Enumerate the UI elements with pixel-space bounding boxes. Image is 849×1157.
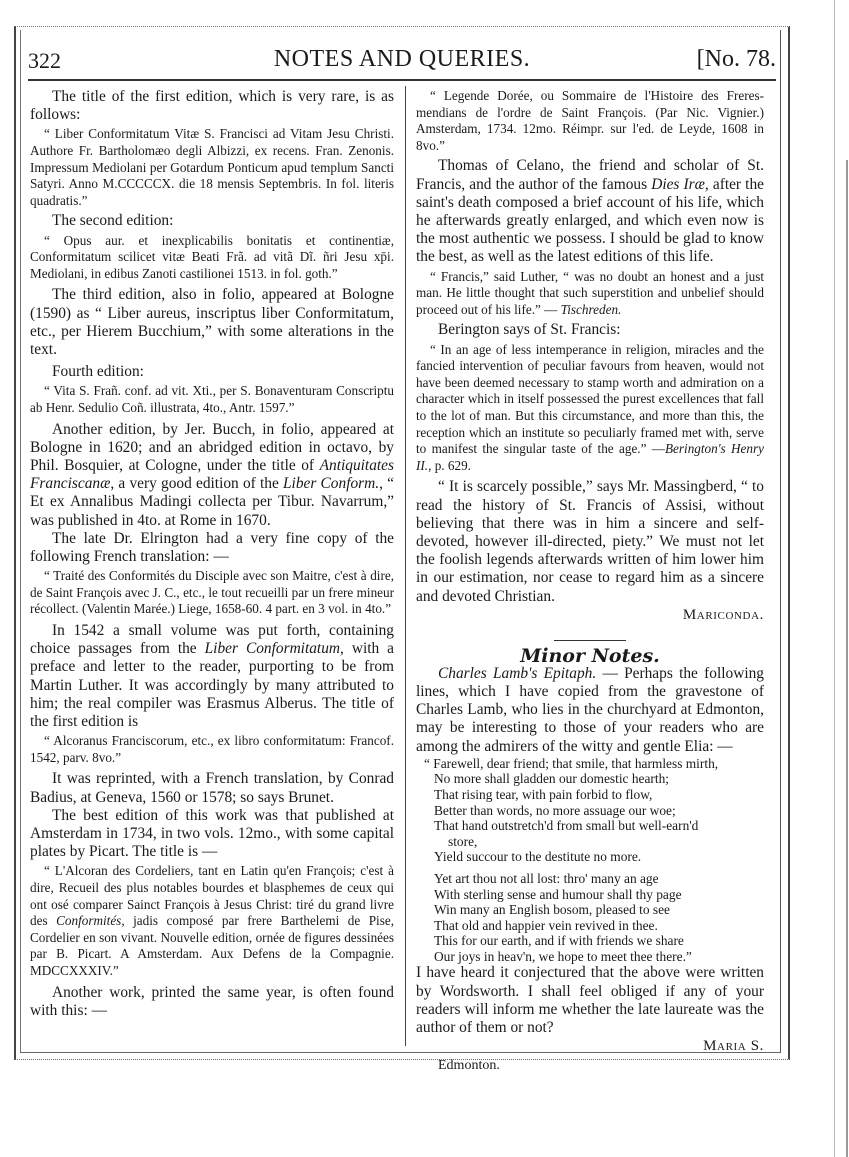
text-run: “ L'Alcoran des Cordeliers, tant en Latin qu'en François; c'est à dire, Recueil des plus notables bourdes et blasphemes de ceux qui ont osé comparer Sainct François à Jesus Christ: tiré du grand livre des [30, 863, 394, 929]
italic-title: Dies Iræ [651, 175, 705, 193]
right-column [416, 84, 764, 1075]
poem-line: Win many an English bosom, pleased to see [434, 902, 670, 918]
issue-number: [No. 78. [696, 46, 776, 72]
note-title: Charles Lamb's Epitaph. [438, 664, 597, 682]
left-column [30, 84, 394, 1020]
paragraph: The third edition, also in folio, appeared at Bologne (1590) as “ Liber aureus, inscriptus liber Conformitatum, etc., per Hierem Bucchium,” with some alterations in the text. [30, 286, 394, 358]
block-quote: “ Vita S. Frañ. conf. ad vit. Xti., per S. Bonaventuram Conscriptu ab Henr. Sedulio Coñ. illustrata, 4to., Antr. 1597.” [30, 383, 394, 415]
block-quote: “ Legende Dorée, ou Sommaire de l'Histoire des Freres-mendians de l'ordre de Saint François. (Par Nic. Vignier.) Amsterdam, 1734. 12mo. Réimpr. sur l'ed. de Leyde, 1608 in 8vo.” [416, 88, 764, 153]
text-run: — Perhaps the following lines, which I have copied from the gravestone of Charles Lamb, who lies in the churchyard at Edmonton, may be interesting to those of your readers who are among the admirers of the witty and gentle Elia: — [416, 664, 764, 755]
paragraph: The late Dr. Elrington had a very fine copy of the following French translation: — [30, 529, 394, 565]
poem-line: This for our earth, and if with friends we share [434, 933, 684, 949]
page-number: 322 [28, 48, 61, 73]
italic-title: Liber Conform. [282, 475, 380, 493]
poem-line: Yield succour to the destitute no more. [434, 849, 642, 865]
block-quote: “ Traité des Conformités du Disciple avec son Maitre, c'est à dire, de Saint François avec J. C., etc., le tout recueilli par un frere mineur récollect. (Valentin Marée.) Liege, 1658-60. 4 part. en 3 vol. in 4to.” [30, 568, 394, 617]
poem-line: That hand outstretch'd from small but well-earn'd [434, 818, 699, 834]
block-quote: “ Liber Conformitatum Vitæ S. Francisci ad Vitam Jesu Christi. Authore Fr. Bartholomæo degli Albizzi, ex recens. Fran. Zenonis. Impressum Mediolani per Gotardum Ponticum apud templum Sancti Satyri. Anno M.CCCCCX. die 18 mensis Septembris. In fol. literis quadratis.” [30, 126, 394, 208]
paragraph: The best edition of this work was that published at Amsterdam in 1734, in two vols. 12mo., with some capital plates by Picart. The title is — [30, 806, 394, 861]
header-rule [28, 79, 776, 81]
paragraph: The title of the first edition, which is very rare, is as follows: [30, 88, 394, 124]
paragraph: Fourth edition: [52, 363, 144, 381]
text-run: , with a preface and letter to the reader, purporting to be from Martin Luther. It was accordingly by many attributed to him; the real compiler was Erasmus Alberus. The title of the first edition is [30, 640, 394, 730]
paragraph [30, 421, 394, 530]
place-name: Edmonton. [438, 1058, 500, 1074]
italic-title: Antiquitates Franciscanæ [30, 456, 394, 493]
block-quote: “ Alcoranus Franciscorum, etc., ex libro conformitatum: Francof. 1542, parv. 8vo.” [30, 733, 394, 765]
poem-line: That old and happier vein revived in thee. [434, 917, 658, 933]
text-run: Another edition, by Jer. Bucch, in folio, appeared at Bologne in 1620; and an abridged edition in octavo, by Phil. Bosquier, at Cologne, under the title of [30, 420, 394, 474]
text-run: , jadis composé par frere Barthelemi de Pise, Cordelier en son vivant. Nouvelle edition, ornée de figures dessinées par B. Picart. A Amsterdam. Aux Defens de la Compagnie. MDCCXXXIV.” [30, 913, 394, 978]
block-quote [416, 342, 764, 475]
section-heading: Minor Notes. [520, 644, 660, 667]
section-rule [554, 640, 626, 641]
italic-title: Liber Conformitatum [204, 640, 341, 658]
poem-line: “ Farewell, dear friend; that smile, that harmless mirth, [424, 755, 719, 771]
paragraph: Berington says of St. Francis: [438, 321, 621, 339]
signature: Mariconda. [682, 606, 764, 623]
paragraph: I have heard it conjectured that the above were written by Wordsworth. I shall feel obliged if any of your readers will inform me whether the late laureate was the author of them or not? [416, 964, 764, 1037]
paragraph: It was reprinted, with a French translation, by Conrad Badius, at Geneva, 1560 or 1578; so says Brunet. [30, 770, 394, 806]
block-quote: “ Opus aur. et inexplicabilis bonitatis et continentiæ, Conformitatum scilicet vitæ Beati Frã. ad vitã Dĩ. ñri Jesu xp̄i. Mediolani, in edibus Zanoti castilionei 1513. in fol. goth.” [30, 232, 394, 281]
text-run: , a very good edition of the [110, 475, 283, 493]
paragraph [416, 157, 764, 266]
paragraph: Another work, printed the same year, is often found with this: — [30, 983, 394, 1019]
text-run: , “ Et ex Annalibus Madingi collecta per Tibur. Navarrum,” was published in 4to. at Rome in 1670. [30, 475, 395, 529]
page-header [28, 40, 776, 76]
poem-line: No more shall gladden our domestic hearth; [434, 771, 670, 787]
poem-line: With sterling sense and humour shall thy page [434, 886, 682, 902]
journal-title: NOTES AND QUERIES. [273, 46, 531, 72]
poem-line: Yet art thou not all lost: thro' many an age [434, 870, 659, 886]
poem-line: store, [448, 833, 478, 849]
poem-line: Our joys in heav'n, we hope to meet thee there.” [434, 948, 692, 964]
column-divider [405, 86, 406, 1046]
paragraph [416, 665, 764, 756]
block-quote [416, 269, 764, 319]
paragraph: “ It is scarcely possible,” says Mr. Massingberd, “ to read the history of St. Francis of Assisi, without believing that there was in him a sincere and self-devoted, however ill-directed, piety.” We must not let the foolish legends afterwards written of him lower him in our estimation, nor cease to regard him as a sincere and devoted Christian. [416, 478, 764, 605]
signature: Maria S. [703, 1038, 764, 1055]
text-run: “ Francis,” said Luther, “ was no doubt an honest and a just man. He little thought that such superstition and unbelief should proceed out of his life.” — [416, 268, 764, 317]
text-run: Thomas of Celano, the friend and scholar of St. Francis, and the author of the famous [416, 157, 764, 193]
text-run: In 1542 a small volume was put forth, containing choice passages from the [30, 621, 394, 658]
epitaph-poem [424, 756, 764, 965]
scan-edge-line [834, 0, 835, 1157]
paragraph [30, 622, 394, 731]
text-run: , after the saint's death composed a brief account of his life, which he afterwards greatly enlarged, and which even now is the most authentic we possess. I should be glad to know the best, as well as the latest editions of this life. [416, 175, 764, 266]
source-citation: Berington's Henry II. [416, 441, 764, 473]
paragraph: The second edition: [52, 212, 174, 230]
poem-line: That rising tear, with pain forbid to flow, [434, 786, 653, 802]
text-run: , p. 629. [428, 457, 471, 473]
source-citation: Tischreden. [560, 301, 622, 317]
italic-title: Conformités [56, 913, 122, 929]
scan-edge-line [846, 160, 848, 1157]
poem-line: Better than words, no more assuage our woe; [434, 802, 676, 818]
text-run: “ In an age of less intemperance in religion, miracles and the fancied intervention of peculiar favours from heaven, would not have been deemed necessary to stamp worth and admiration on a character which in itself possessed the purest excellences that fall to the lot of man. But this circumstance, and more than this, the reception which an institute so peculiarly framed met with, serve to manifest the singular taste of the age.” — [416, 341, 764, 457]
block-quote [30, 863, 394, 979]
